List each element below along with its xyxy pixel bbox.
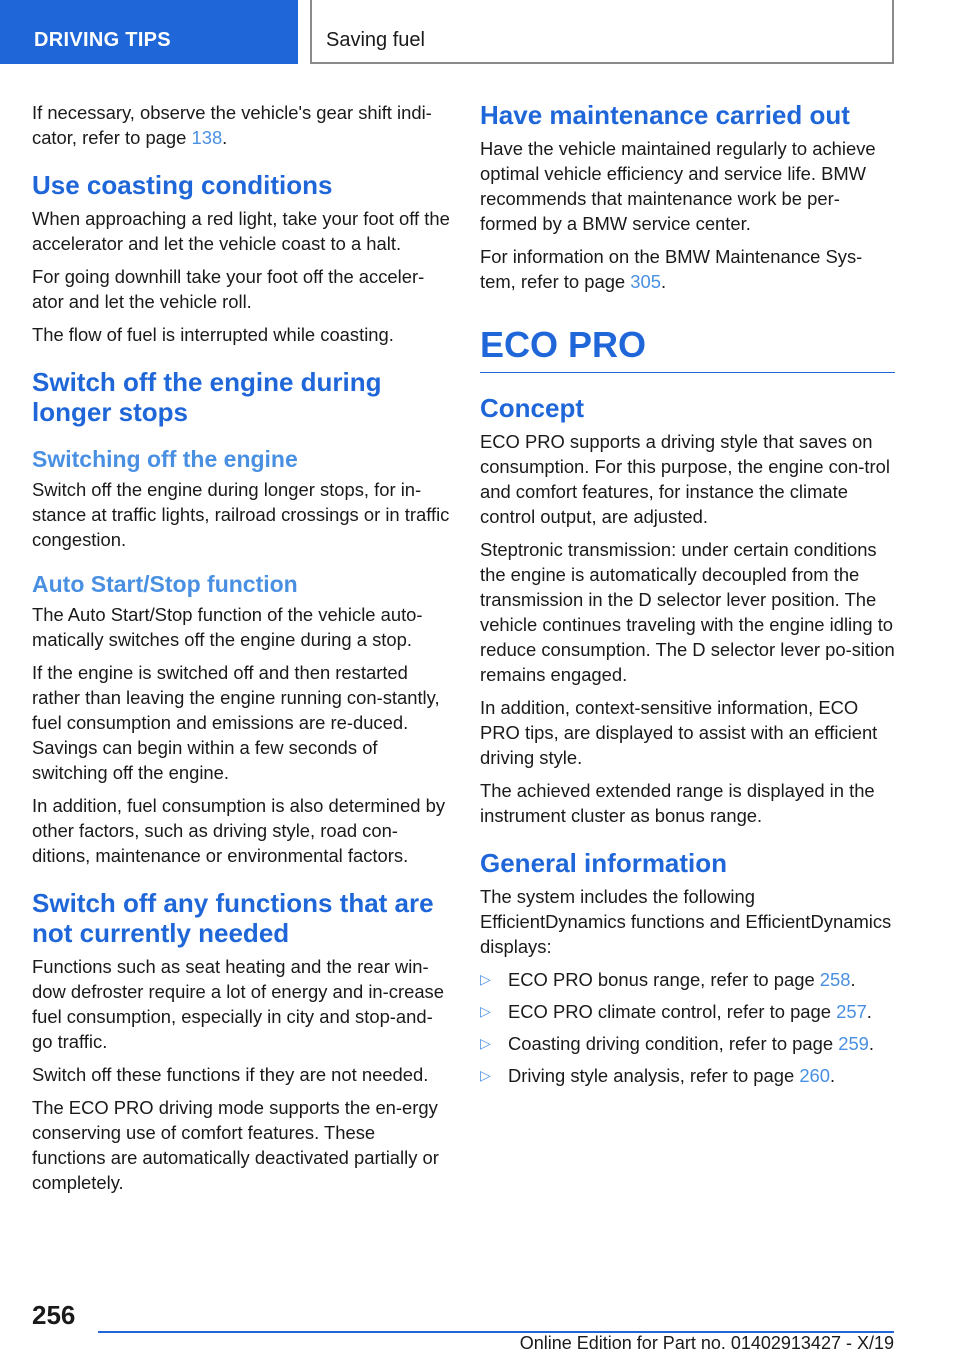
page-link-138[interactable]: 138 [191,127,223,148]
coasting-paragraph-1: When approaching a red light, take your foot off the accelerator and let the vehicle coast to a halt. [32,208,450,254]
auto-start-stop-paragraph-3: In addition, fuel consumption is also determined by other factors, such as driving style, road con-ditions, maintenance or environmental factors. [32,795,446,866]
triangle-bullet-icon: ▷ [480,1003,491,1019]
heading-switch-off-functions: Switch off any functions that are not currently needed [32,888,434,948]
concept-paragraph-3: In addition, context-sensitive information, ECO PRO tips, are displayed to assist with an efficient driving style. [480,697,878,768]
efficientdynamics-list [480,967,895,1088]
subheading-switching-off: Switching off the engine [32,446,298,472]
edition-note: Online Edition for Part no. 01402913427 - X/19 [519,1333,894,1353]
coasting-paragraph-3: The flow of fuel is interrupted while coasting. [32,324,394,345]
chapter-tab [310,0,894,64]
heading-general-information: General information [480,848,728,878]
concept-paragraph-1: ECO PRO supports a driving style that saves on consumption. For this purpose, the engine con-trol and comfort features, for instance the climate control output, are adjusted. [480,431,890,527]
maintenance-paragraph-2: For information on the BMW Maintenance Sys-tem, refer to page 305. [480,246,863,292]
concept-paragraph-2: Steptronic transmission: under certain conditions the engine is automatically decoupled from the transmission in the D selector lever position. The vehicle continues traveling with the engine idling to reduce consumption. The D selector lever po-sition remains engaged. [480,539,895,685]
page-number: 256 [32,1300,76,1330]
right-column [480,100,895,1095]
intro-paragraph: If necessary, observe the vehicle's gear shift indi-cator, refer to page 138. [32,102,432,148]
heading-maintenance: Have maintenance carried out [480,100,850,130]
heading-eco-pro: ECO PRO [480,324,895,373]
page-link-259[interactable]: 259 [838,1033,869,1054]
chapter-title: Saving fuel [326,29,425,51]
page-link-260[interactable]: 260 [799,1065,831,1086]
section-title: DRIVING TIPS [34,29,171,51]
heading-coasting: Use coasting conditions [32,170,333,200]
functions-paragraph-1: Functions such as seat heating and the rear win-dow defroster require a lot of energy and in-crease fuel consumption, especially in city and stop-and-go traffic. [32,956,444,1052]
switching-off-paragraph: Switch off the engine during longer stops, for in-stance at traffic lights, railroad crossings or in traffic congestion. [32,479,450,550]
list-item: ▷ ECO PRO climate control, refer to page 257. [480,1001,872,1022]
subheading-auto-start-stop: Auto Start/Stop function [32,571,298,597]
section-tab [0,0,298,64]
list-item: ▷ Driving style analysis, refer to page 260. [480,1065,836,1086]
heading-concept: Concept [480,393,584,423]
maintenance-paragraph-1: Have the vehicle maintained regularly to achieve optimal vehicle efficiency and service life. BMW recommends that maintenance work be per-formed by a BMW service center. [480,138,876,234]
auto-start-stop-paragraph-2: If the engine is switched off and then restarted rather than leaving the engine running con-stantly, fuel consumption and emissions are re-duced. Savings can begin within a few seconds of switching off the engine. [32,662,440,783]
functions-paragraph-2: Switch off these functions if they are not needed. [32,1064,429,1085]
coasting-paragraph-2: For going downhill take your foot off the acceler-ator and let the vehicle roll. [32,266,425,312]
general-paragraph: The system includes the following EfficientDynamics functions and EfficientDynamics displays: [480,886,892,957]
concept-paragraph-4: The achieved extended range is displayed in the instrument cluster as bonus range. [480,780,875,826]
page-link-257[interactable]: 257 [836,1001,867,1022]
triangle-bullet-icon: ▷ [480,1035,491,1051]
page-link-258[interactable]: 258 [819,969,851,990]
list-item: ▷ Coasting driving condition, refer to page 259. [480,1033,875,1054]
auto-start-stop-paragraph-1: The Auto Start/Stop function of the vehicle auto-matically switches off the engine during a stop. [32,604,423,650]
triangle-bullet-icon: ▷ [480,1067,491,1083]
heading-switch-off-engine: Switch off the engine during longer stops [32,367,382,427]
list-item: ▷ ECO PRO bonus range, refer to page 258. [480,969,856,990]
triangle-bullet-icon: ▷ [480,971,491,987]
functions-paragraph-3: The ECO PRO driving mode supports the en-ergy conserving use of comfort features. These functions are automatically deactivated partially or completely. [32,1097,439,1193]
page-link-305[interactable]: 305 [630,271,661,292]
left-column [32,100,450,1203]
